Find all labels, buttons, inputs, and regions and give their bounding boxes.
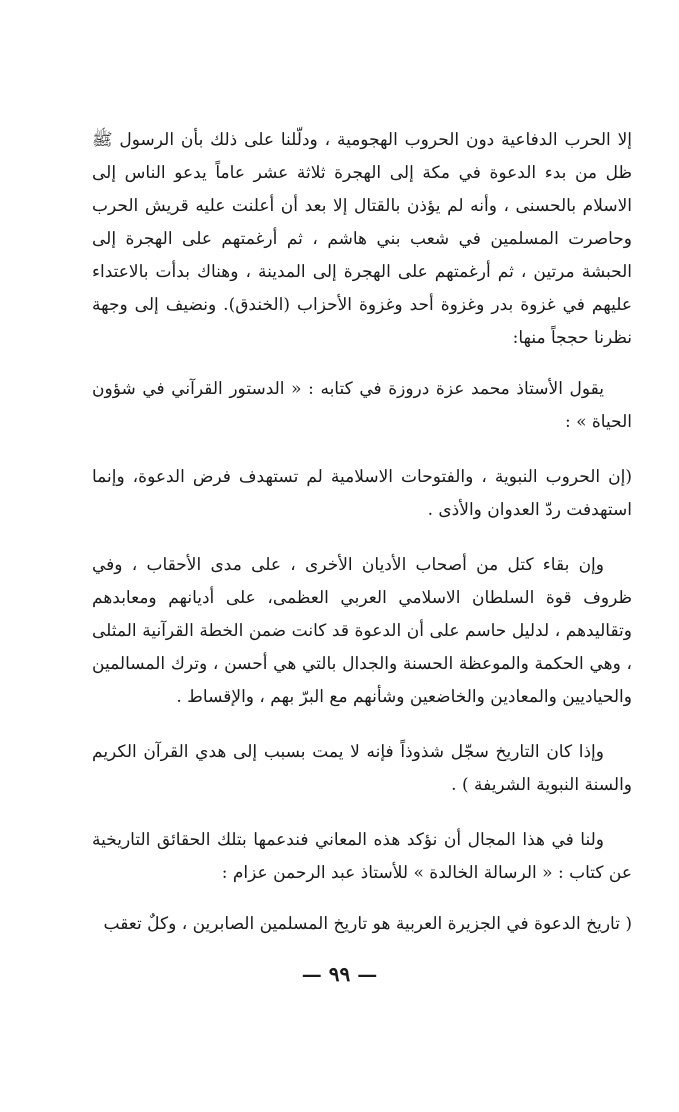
paragraph-3: (إن الحروب النبوية ، والفتوحات الاسلامية لم تستهدف فرض الدعوة، وإنما استهدفت ردّ العدوان والأذى . — [92, 467, 632, 520]
paragraph-5: وإذا كان التاريخ سجّل شذوذاً فإنه لا يمت بسبب إلى هدي القرآن الكريم والسنة النبوية الشريفة ) . — [92, 742, 632, 795]
paragraph-2: يقول الأستاذ محمد عزة دروزة في كتابه : « الدستور القرآني في شؤون الحياة » : — [92, 379, 632, 432]
paragraph-1: إلا الحرب الدفاعية دون الحروب الهجومية ، ودلّلنا على ذلك بأن الرسول ﷺ ظل من بدء الدعوة في مكة إلى الهجرة ثلاثة عشر عاماً يدعو الناس إلى الاسلام بالحسنى ، وأنه لم يؤذن بالقتال إلا بعد أن أعلنت عليه قريش الحرب وحاصرت المسلمين في شعب بني هاشم ، ثم أرغمتهم على الهجرة إلى الحبشة مرتين ، ثم أرغمتهم على الهجرة إلى المدينة ، وهناك بدأت بالاعتداء عليهم في غزوة بدر وغزوة أحد وغزوة الأحزاب (الخندق). ونضيف إلى وجهة نظرنا حججاً منها: — [92, 130, 632, 348]
paragraph-6: ولنا في هذا المجال أن نؤكد هذه المعاني فندعمها بتلك الحقائق التاريخية عن كتاب : « الرسالة الخالدة » للأستاذ عبد الرحمن عزام : — [92, 830, 632, 883]
paragraph-4: وإن بقاء كتل من أصحاب الأديان الأخرى ، على مدى الأحقاب ، وفي ظروف قوة السلطان الاسلامي العربي العظمى، على أديانهم ومعابدهم وتقاليدهم ، لدليل حاسم على أن الدعوة قد كانت ضمن الخطة القرآنية المثلى ، وهي الحكمة والموعظة الحسنة والجدال بالتي هي أحسن ، وترك المسالمين والحياديين والمعادين والخاضعين وشأنهم مع البرّ بهم ، والإقساط . — [92, 555, 632, 707]
page-body — [92, 124, 632, 941]
paragraph-7: ( تاريخ الدعوة في الجزيرة العربية هو تاريخ المسلمين الصابرين ، وكلٌ تعقب — [103, 914, 632, 934]
page-number: — ٩٩ — — [301, 962, 378, 986]
